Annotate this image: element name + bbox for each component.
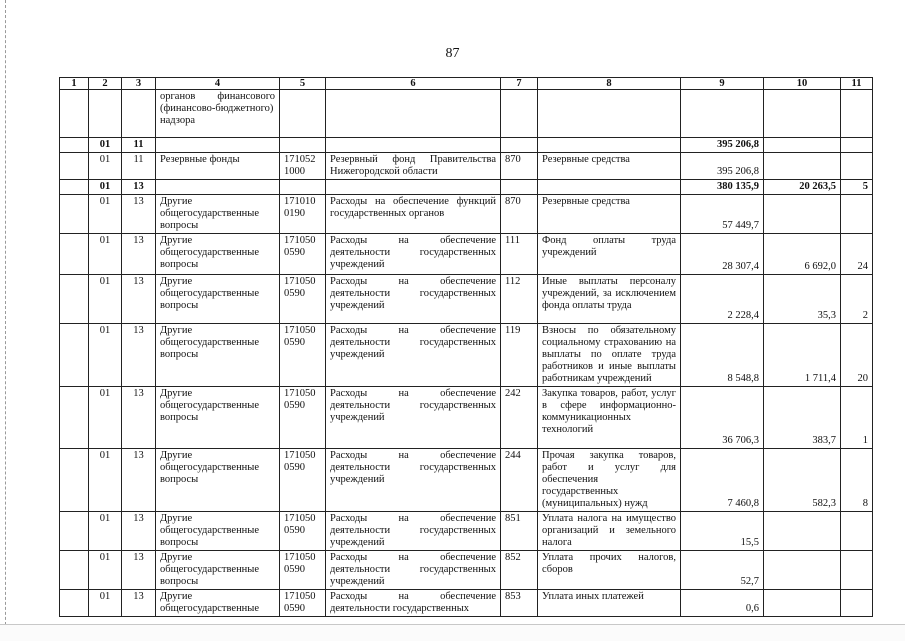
cell-subsection: 13 bbox=[122, 195, 156, 234]
table-row bbox=[60, 449, 873, 512]
cell-col11: 2 bbox=[841, 275, 873, 324]
cell-col1 bbox=[60, 180, 89, 195]
cell-section-name: Другие общегосударственные bbox=[156, 590, 280, 617]
cell-col10: 383,7 bbox=[764, 387, 841, 449]
cell-section-name bbox=[156, 138, 280, 153]
table-row bbox=[60, 275, 873, 324]
cell-subsection: 11 bbox=[122, 138, 156, 153]
cell-col10 bbox=[764, 153, 841, 180]
cell-subsection: 13 bbox=[122, 449, 156, 512]
cell-col1 bbox=[60, 90, 89, 138]
cell-subsection: 13 bbox=[122, 590, 156, 617]
cell-target-article: 171050 0590 bbox=[280, 324, 326, 387]
cell-target-article: 171050 0590 bbox=[280, 512, 326, 551]
cell-target-article-name: Расходы на обеспечение деятельности государственных учреждений bbox=[326, 449, 501, 512]
column-number: 2 bbox=[89, 78, 122, 90]
cell-col11 bbox=[841, 153, 873, 180]
cell-expense-type: 242 bbox=[501, 387, 538, 449]
cell-col10: 582,3 bbox=[764, 449, 841, 512]
cell-col10: 6 692,0 bbox=[764, 234, 841, 275]
cell-expense-type-name: Фонд оплаты труда учреждений bbox=[538, 234, 681, 275]
cell-target-article-name: Расходы на обеспечение деятельности государственных bbox=[326, 590, 501, 617]
column-number: 1 bbox=[60, 78, 89, 90]
cell-subsection: 13 bbox=[122, 234, 156, 275]
cell-section-name: Другие общегосударственные вопросы bbox=[156, 324, 280, 387]
cell-section: 01 bbox=[89, 234, 122, 275]
cell-col11: 20 bbox=[841, 324, 873, 387]
cell-target-article-name bbox=[326, 138, 501, 153]
cell-expense-type-name: Уплата иных платежей bbox=[538, 590, 681, 617]
cell-expense-type-name: Взносы по обязательному социальному страхованию на выплаты по оплате труда работников и иные выплаты работникам учреждений bbox=[538, 324, 681, 387]
cell-subsection: 13 bbox=[122, 324, 156, 387]
table-row bbox=[60, 180, 873, 195]
cell-amount bbox=[681, 90, 764, 138]
cell-col11: 1 bbox=[841, 387, 873, 449]
table-row bbox=[60, 195, 873, 234]
cell-col11: 8 bbox=[841, 449, 873, 512]
cell-section-name: Другие общегосударственные вопросы bbox=[156, 195, 280, 234]
cell-expense-type: 870 bbox=[501, 195, 538, 234]
cell-col11 bbox=[841, 512, 873, 551]
page-left-edge bbox=[0, 0, 6, 640]
cell-section: 01 bbox=[89, 324, 122, 387]
cell-col11 bbox=[841, 90, 873, 138]
cell-col10 bbox=[764, 138, 841, 153]
column-number: 10 bbox=[764, 78, 841, 90]
cell-subsection: 13 bbox=[122, 387, 156, 449]
cell-target-article-name: Расходы на обеспечение деятельности государственных учреждений bbox=[326, 324, 501, 387]
cell-col11 bbox=[841, 138, 873, 153]
cell-amount: 52,7 bbox=[681, 551, 764, 590]
cell-target-article: 171050 0590 bbox=[280, 449, 326, 512]
cell-target-article-name: Расходы на обеспечение деятельности государственных учреждений bbox=[326, 512, 501, 551]
cell-section-name: органов финансового (финансово-бюджетного) надзора bbox=[156, 90, 280, 138]
cell-col10 bbox=[764, 195, 841, 234]
cell-col10 bbox=[764, 512, 841, 551]
cell-target-article bbox=[280, 138, 326, 153]
column-number: 9 bbox=[681, 78, 764, 90]
cell-col1 bbox=[60, 590, 89, 617]
cell-target-article: 171050 0590 bbox=[280, 234, 326, 275]
column-number-row bbox=[60, 78, 873, 90]
cell-expense-type: 852 bbox=[501, 551, 538, 590]
cell-expense-type-name: Резервные средства bbox=[538, 153, 681, 180]
cell-amount: 36 706,3 bbox=[681, 387, 764, 449]
cell-col10: 20 263,5 bbox=[764, 180, 841, 195]
cell-col10 bbox=[764, 551, 841, 590]
table-row bbox=[60, 90, 873, 138]
cell-section: 01 bbox=[89, 275, 122, 324]
cell-col11: 5 bbox=[841, 180, 873, 195]
cell-amount: 395 206,8 bbox=[681, 138, 764, 153]
cell-target-article-name: Расходы на обеспечение деятельности государственных учреждений bbox=[326, 275, 501, 324]
cell-col1 bbox=[60, 153, 89, 180]
cell-section-name: Другие общегосударственные вопросы bbox=[156, 234, 280, 275]
cell-target-article-name: Расходы на обеспечение деятельности государственных учреждений bbox=[326, 551, 501, 590]
table-row bbox=[60, 512, 873, 551]
column-number: 4 bbox=[156, 78, 280, 90]
cell-amount: 0,6 bbox=[681, 590, 764, 617]
cell-section-name: Другие общегосударственные вопросы bbox=[156, 512, 280, 551]
cell-amount: 395 206,8 bbox=[681, 153, 764, 180]
column-number: 6 bbox=[326, 78, 501, 90]
cell-col1 bbox=[60, 138, 89, 153]
cell-target-article-name: Расходы на обеспечение деятельности государственных учреждений bbox=[326, 387, 501, 449]
cell-section-name: Другие общегосударственные вопросы bbox=[156, 387, 280, 449]
cell-target-article: 171050 0590 bbox=[280, 387, 326, 449]
cell-col1 bbox=[60, 449, 89, 512]
cell-target-article: 171052 1000 bbox=[280, 153, 326, 180]
cell-target-article-name bbox=[326, 90, 501, 138]
cell-section: 01 bbox=[89, 138, 122, 153]
cell-expense-type-name: Закупка товаров, работ, услуг в сфере информационно-коммуникационных технологий bbox=[538, 387, 681, 449]
cell-target-article: 171050 0590 bbox=[280, 275, 326, 324]
cell-subsection bbox=[122, 90, 156, 138]
cell-expense-type-name: Прочая закупка товаров, работ и услуг для обеспечения государственных (муниципальных) нужд bbox=[538, 449, 681, 512]
cell-amount: 57 449,7 bbox=[681, 195, 764, 234]
cell-expense-type-name: Резервные средства bbox=[538, 195, 681, 234]
cell-section: 01 bbox=[89, 449, 122, 512]
cell-col11: 24 bbox=[841, 234, 873, 275]
cell-col10 bbox=[764, 590, 841, 617]
cell-section-name: Другие общегосударственные вопросы bbox=[156, 275, 280, 324]
cell-subsection: 11 bbox=[122, 153, 156, 180]
cell-amount: 15,5 bbox=[681, 512, 764, 551]
cell-col10: 1 711,4 bbox=[764, 324, 841, 387]
budget-table bbox=[59, 77, 873, 617]
column-number: 8 bbox=[538, 78, 681, 90]
table-row bbox=[60, 153, 873, 180]
cell-col1 bbox=[60, 195, 89, 234]
cell-section: 01 bbox=[89, 195, 122, 234]
page-bottom-edge bbox=[0, 624, 905, 641]
cell-expense-type bbox=[501, 138, 538, 153]
cell-expense-type: 111 bbox=[501, 234, 538, 275]
table-row bbox=[60, 551, 873, 590]
cell-col10 bbox=[764, 90, 841, 138]
cell-col1 bbox=[60, 234, 89, 275]
cell-section-name: Другие общегосударственные вопросы bbox=[156, 449, 280, 512]
cell-col1 bbox=[60, 387, 89, 449]
cell-col11 bbox=[841, 590, 873, 617]
table-row bbox=[60, 138, 873, 153]
cell-subsection: 13 bbox=[122, 275, 156, 324]
cell-col1 bbox=[60, 551, 89, 590]
cell-expense-type: 244 bbox=[501, 449, 538, 512]
cell-col1 bbox=[60, 275, 89, 324]
cell-section: 01 bbox=[89, 153, 122, 180]
cell-expense-type-name bbox=[538, 90, 681, 138]
cell-expense-type bbox=[501, 90, 538, 138]
cell-expense-type: 870 bbox=[501, 153, 538, 180]
cell-expense-type: 119 bbox=[501, 324, 538, 387]
cell-expense-type: 853 bbox=[501, 590, 538, 617]
cell-section-name: Другие общегосударственные вопросы bbox=[156, 551, 280, 590]
cell-col1 bbox=[60, 324, 89, 387]
cell-col11 bbox=[841, 551, 873, 590]
cell-col10: 35,3 bbox=[764, 275, 841, 324]
cell-target-article: 171010 0190 bbox=[280, 195, 326, 234]
cell-target-article bbox=[280, 90, 326, 138]
cell-expense-type-name: Уплата налога на имущество организаций и земельного налога bbox=[538, 512, 681, 551]
cell-subsection: 13 bbox=[122, 512, 156, 551]
cell-expense-type: 112 bbox=[501, 275, 538, 324]
cell-amount: 380 135,9 bbox=[681, 180, 764, 195]
cell-expense-type bbox=[501, 180, 538, 195]
cell-section-name: Резервные фонды bbox=[156, 153, 280, 180]
cell-amount: 2 228,4 bbox=[681, 275, 764, 324]
cell-target-article bbox=[280, 180, 326, 195]
cell-expense-type: 851 bbox=[501, 512, 538, 551]
column-number: 3 bbox=[122, 78, 156, 90]
page-number: 87 bbox=[445, 46, 460, 61]
cell-target-article: 171050 0590 bbox=[280, 590, 326, 617]
cell-section-name bbox=[156, 180, 280, 195]
cell-expense-type-name: Уплата прочих налогов, сборов bbox=[538, 551, 681, 590]
cell-target-article-name bbox=[326, 180, 501, 195]
table-body bbox=[60, 78, 873, 617]
cell-target-article-name: Расходы на обеспечение деятельности государственных учреждений bbox=[326, 234, 501, 275]
cell-section bbox=[89, 90, 122, 138]
cell-amount: 28 307,4 bbox=[681, 234, 764, 275]
cell-section: 01 bbox=[89, 387, 122, 449]
cell-section: 01 bbox=[89, 512, 122, 551]
table-row bbox=[60, 590, 873, 617]
cell-col11 bbox=[841, 195, 873, 234]
cell-expense-type-name: Иные выплаты персоналу учреждений, за исключением фонда оплаты труда bbox=[538, 275, 681, 324]
table-row bbox=[60, 387, 873, 449]
table-row bbox=[60, 234, 873, 275]
column-number: 11 bbox=[841, 78, 873, 90]
cell-expense-type-name bbox=[538, 138, 681, 153]
cell-subsection: 13 bbox=[122, 180, 156, 195]
cell-col1 bbox=[60, 512, 89, 551]
cell-expense-type-name bbox=[538, 180, 681, 195]
cell-section: 01 bbox=[89, 590, 122, 617]
cell-amount: 8 548,8 bbox=[681, 324, 764, 387]
cell-section: 01 bbox=[89, 180, 122, 195]
cell-subsection: 13 bbox=[122, 551, 156, 590]
cell-target-article: 171050 0590 bbox=[280, 551, 326, 590]
column-number: 7 bbox=[501, 78, 538, 90]
cell-target-article-name: Резервный фонд Правительства Нижегородской области bbox=[326, 153, 501, 180]
cell-amount: 7 460,8 bbox=[681, 449, 764, 512]
table-row bbox=[60, 324, 873, 387]
cell-target-article-name: Расходы на обеспечение функций государственных органов bbox=[326, 195, 501, 234]
column-number: 5 bbox=[280, 78, 326, 90]
cell-section: 01 bbox=[89, 551, 122, 590]
